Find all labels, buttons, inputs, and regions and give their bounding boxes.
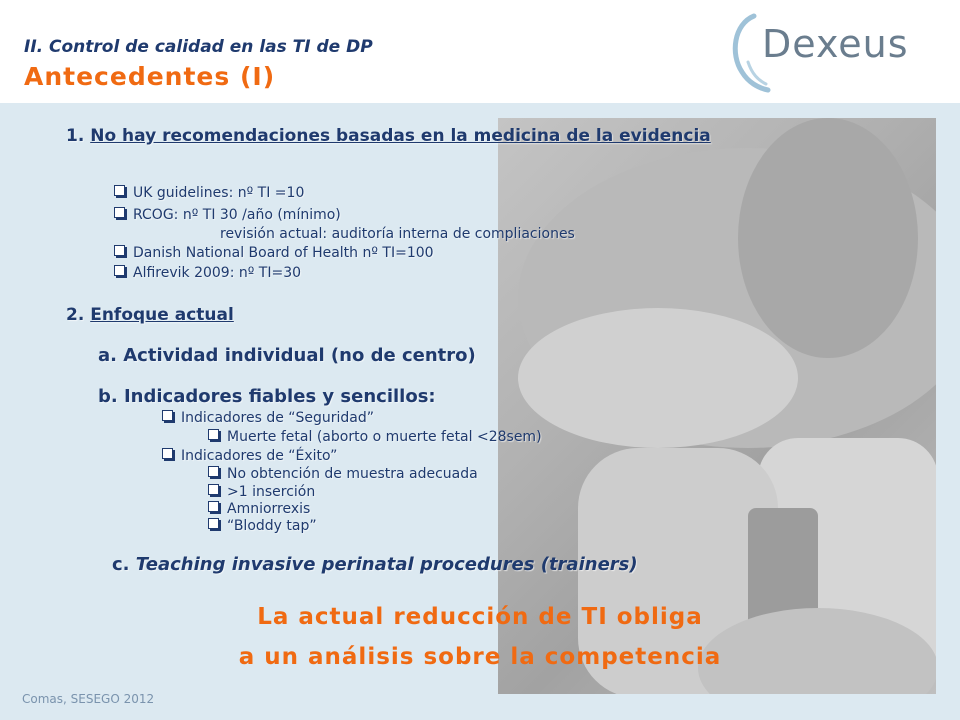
checkbox-bullet-icon <box>208 518 219 529</box>
checkbox-bullet-icon <box>208 429 219 440</box>
checkbox-bullet-icon <box>208 501 219 512</box>
logo-text: Dexeus <box>762 22 909 66</box>
checkbox-bullet-icon <box>162 448 173 459</box>
list-item: Danish National Board of Health nº TI=100 <box>114 245 434 261</box>
section-1-heading: 1. No hay recomendaciones basadas en la medicina de la evidencia <box>66 126 711 146</box>
list-item: Muerte fetal (aborto o muerte fetal <28sem) <box>208 429 542 445</box>
list-item: UK guidelines: nº TI =10 <box>114 185 304 201</box>
checkbox-bullet-icon <box>114 265 125 276</box>
checkbox-bullet-icon <box>114 207 125 218</box>
section-2-heading: 2. Enfoque actual <box>66 305 234 325</box>
section-2c: c. Teaching invasive perinatal procedures (trainers) <box>112 554 638 575</box>
checkbox-bullet-icon <box>114 245 125 256</box>
footer-credit: Comas, SESEGO 2012 <box>22 692 155 706</box>
list-item: RCOG: nº TI 30 /año (mínimo) <box>114 207 341 223</box>
list-item: Indicadores de “Éxito” <box>162 448 337 464</box>
checkbox-bullet-icon <box>114 185 125 196</box>
conclusion-line-1: La actual reducción de TI obliga <box>257 604 703 630</box>
list-item: Alfirevik 2009: nº TI=30 <box>114 265 301 281</box>
checkbox-bullet-icon <box>162 410 173 421</box>
slide-subtitle: II. Control de calidad en las TI de DP <box>24 37 373 57</box>
conclusion-line-2: a un análisis sobre la competencia <box>238 644 722 670</box>
section-2a: a. Actividad individual (no de centro) <box>98 345 476 366</box>
list-item: Amniorrexis <box>208 501 310 517</box>
list-item: Indicadores de “Seguridad” <box>162 410 374 426</box>
list-item-continuation: revisión actual: auditoría interna de compliaciones <box>220 226 575 242</box>
list-item: >1 inserción <box>208 484 315 500</box>
slide-title: Antecedentes (I) <box>24 62 276 91</box>
checkbox-bullet-icon <box>208 466 219 477</box>
list-item: “Bloddy tap” <box>208 518 317 534</box>
section-2b: b. Indicadores fiables y sencillos: <box>98 386 436 407</box>
checkbox-bullet-icon <box>208 484 219 495</box>
list-item: No obtención de muestra adecuada <box>208 466 478 482</box>
